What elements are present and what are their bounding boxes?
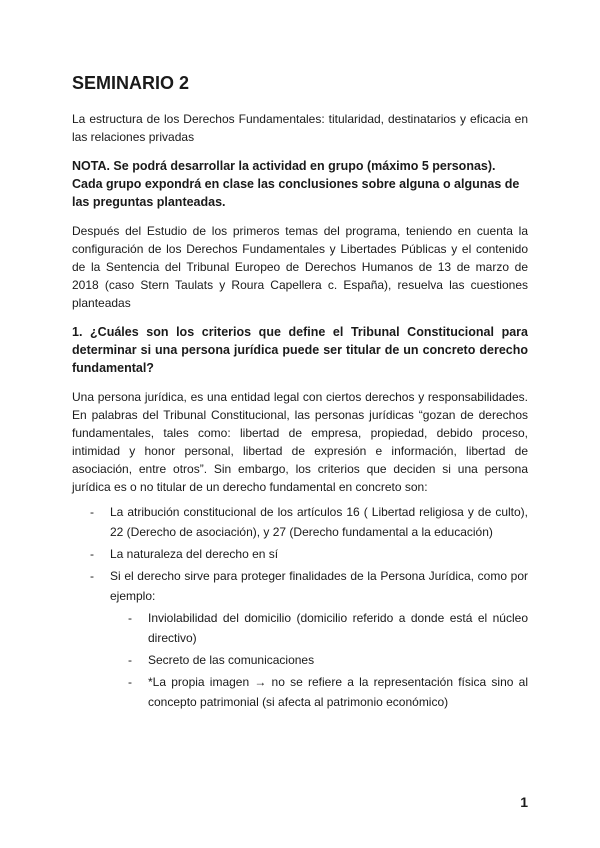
example-text: *La propia imagen → no se refiere a la representación física sino al concepto patrimonial (si afecta al patrimonio económico)	[148, 675, 528, 709]
document-page	[72, 72, 528, 714]
answer-1-paragraph: Una persona jurídica, es una entidad legal con ciertos derechos y responsabilidades. En palabras del Tribunal Constitucional, las personas jurídicas “gozan de derechos fundamentales, tales como: libertad de empresa, propiedad, debido proceso, intimidad y honor personal, libertad de expresión e información, libertad de asociación, entre otros”. Sin embargo, los criterios que deciden si una persona jurídica es o no titular de un derecho fundamental en concreto son:	[72, 390, 528, 494]
dash-bullet: -	[90, 505, 94, 519]
group-note: NOTA. Se podrá desarrollar la actividad en grupo (máximo 5 personas). Cada grupo expondrá en clase las conclusiones sobre alguna o algunas de las preguntas planteadas.	[72, 159, 520, 209]
examples-block	[110, 608, 528, 712]
example-text: Secreto de las comunicaciones	[148, 653, 315, 667]
list-item	[110, 672, 528, 712]
intro-paragraph: Después del Estudio de los primeros temas del programa, teniendo en cuenta la configuración de los Derechos Fundamentales y Libertades Públicas y el contenido de la Sentencia del Tribunal Europeo de Derechos Humanos de 13 de marzo de 2018 (caso Stern Taulats y Roura Capellera c. España), resuelva las cuestiones planteadas	[72, 224, 528, 310]
example-text: Inviolabilidad del domicilio (domicilio referido a donde está el núcleo directivo)	[148, 611, 528, 645]
dash-bullet: -	[90, 547, 94, 561]
criterion-text: Si el derecho sirve para proteger finalidades de la Persona Jurídica, como por ejemplo:	[110, 569, 528, 603]
page-number: 1	[520, 794, 528, 810]
question-1: 1. ¿Cuáles son los criterios que define el Tribunal Constitucional para determinar si una persona jurídica puede ser titular de un concreto derecho fundamental?	[72, 325, 528, 375]
dash-bullet: -	[128, 611, 132, 625]
list-item	[110, 608, 528, 648]
dash-bullet: -	[128, 675, 132, 689]
list-item	[72, 544, 528, 564]
seminar-subtitle: La estructura de los Derechos Fundamentales: titularidad, destinatarios y eficacia en las relaciones privadas	[72, 112, 528, 144]
list-item	[72, 566, 528, 606]
criteria-list	[72, 502, 528, 606]
examples-list	[110, 608, 528, 712]
criterion-text: La naturaleza del derecho en sí	[110, 547, 279, 561]
document-title: SEMINARIO 2	[72, 73, 190, 93]
list-item	[110, 650, 528, 670]
list-item	[72, 502, 528, 542]
dash-bullet: -	[90, 569, 94, 583]
dash-bullet: -	[128, 653, 132, 667]
criterion-text: La atribución constitucional de los artículos 16 ( Libertad religiosa y de culto), 22 (Derecho de asociación), y 27 (Derecho fundamental a la educación)	[110, 505, 528, 539]
